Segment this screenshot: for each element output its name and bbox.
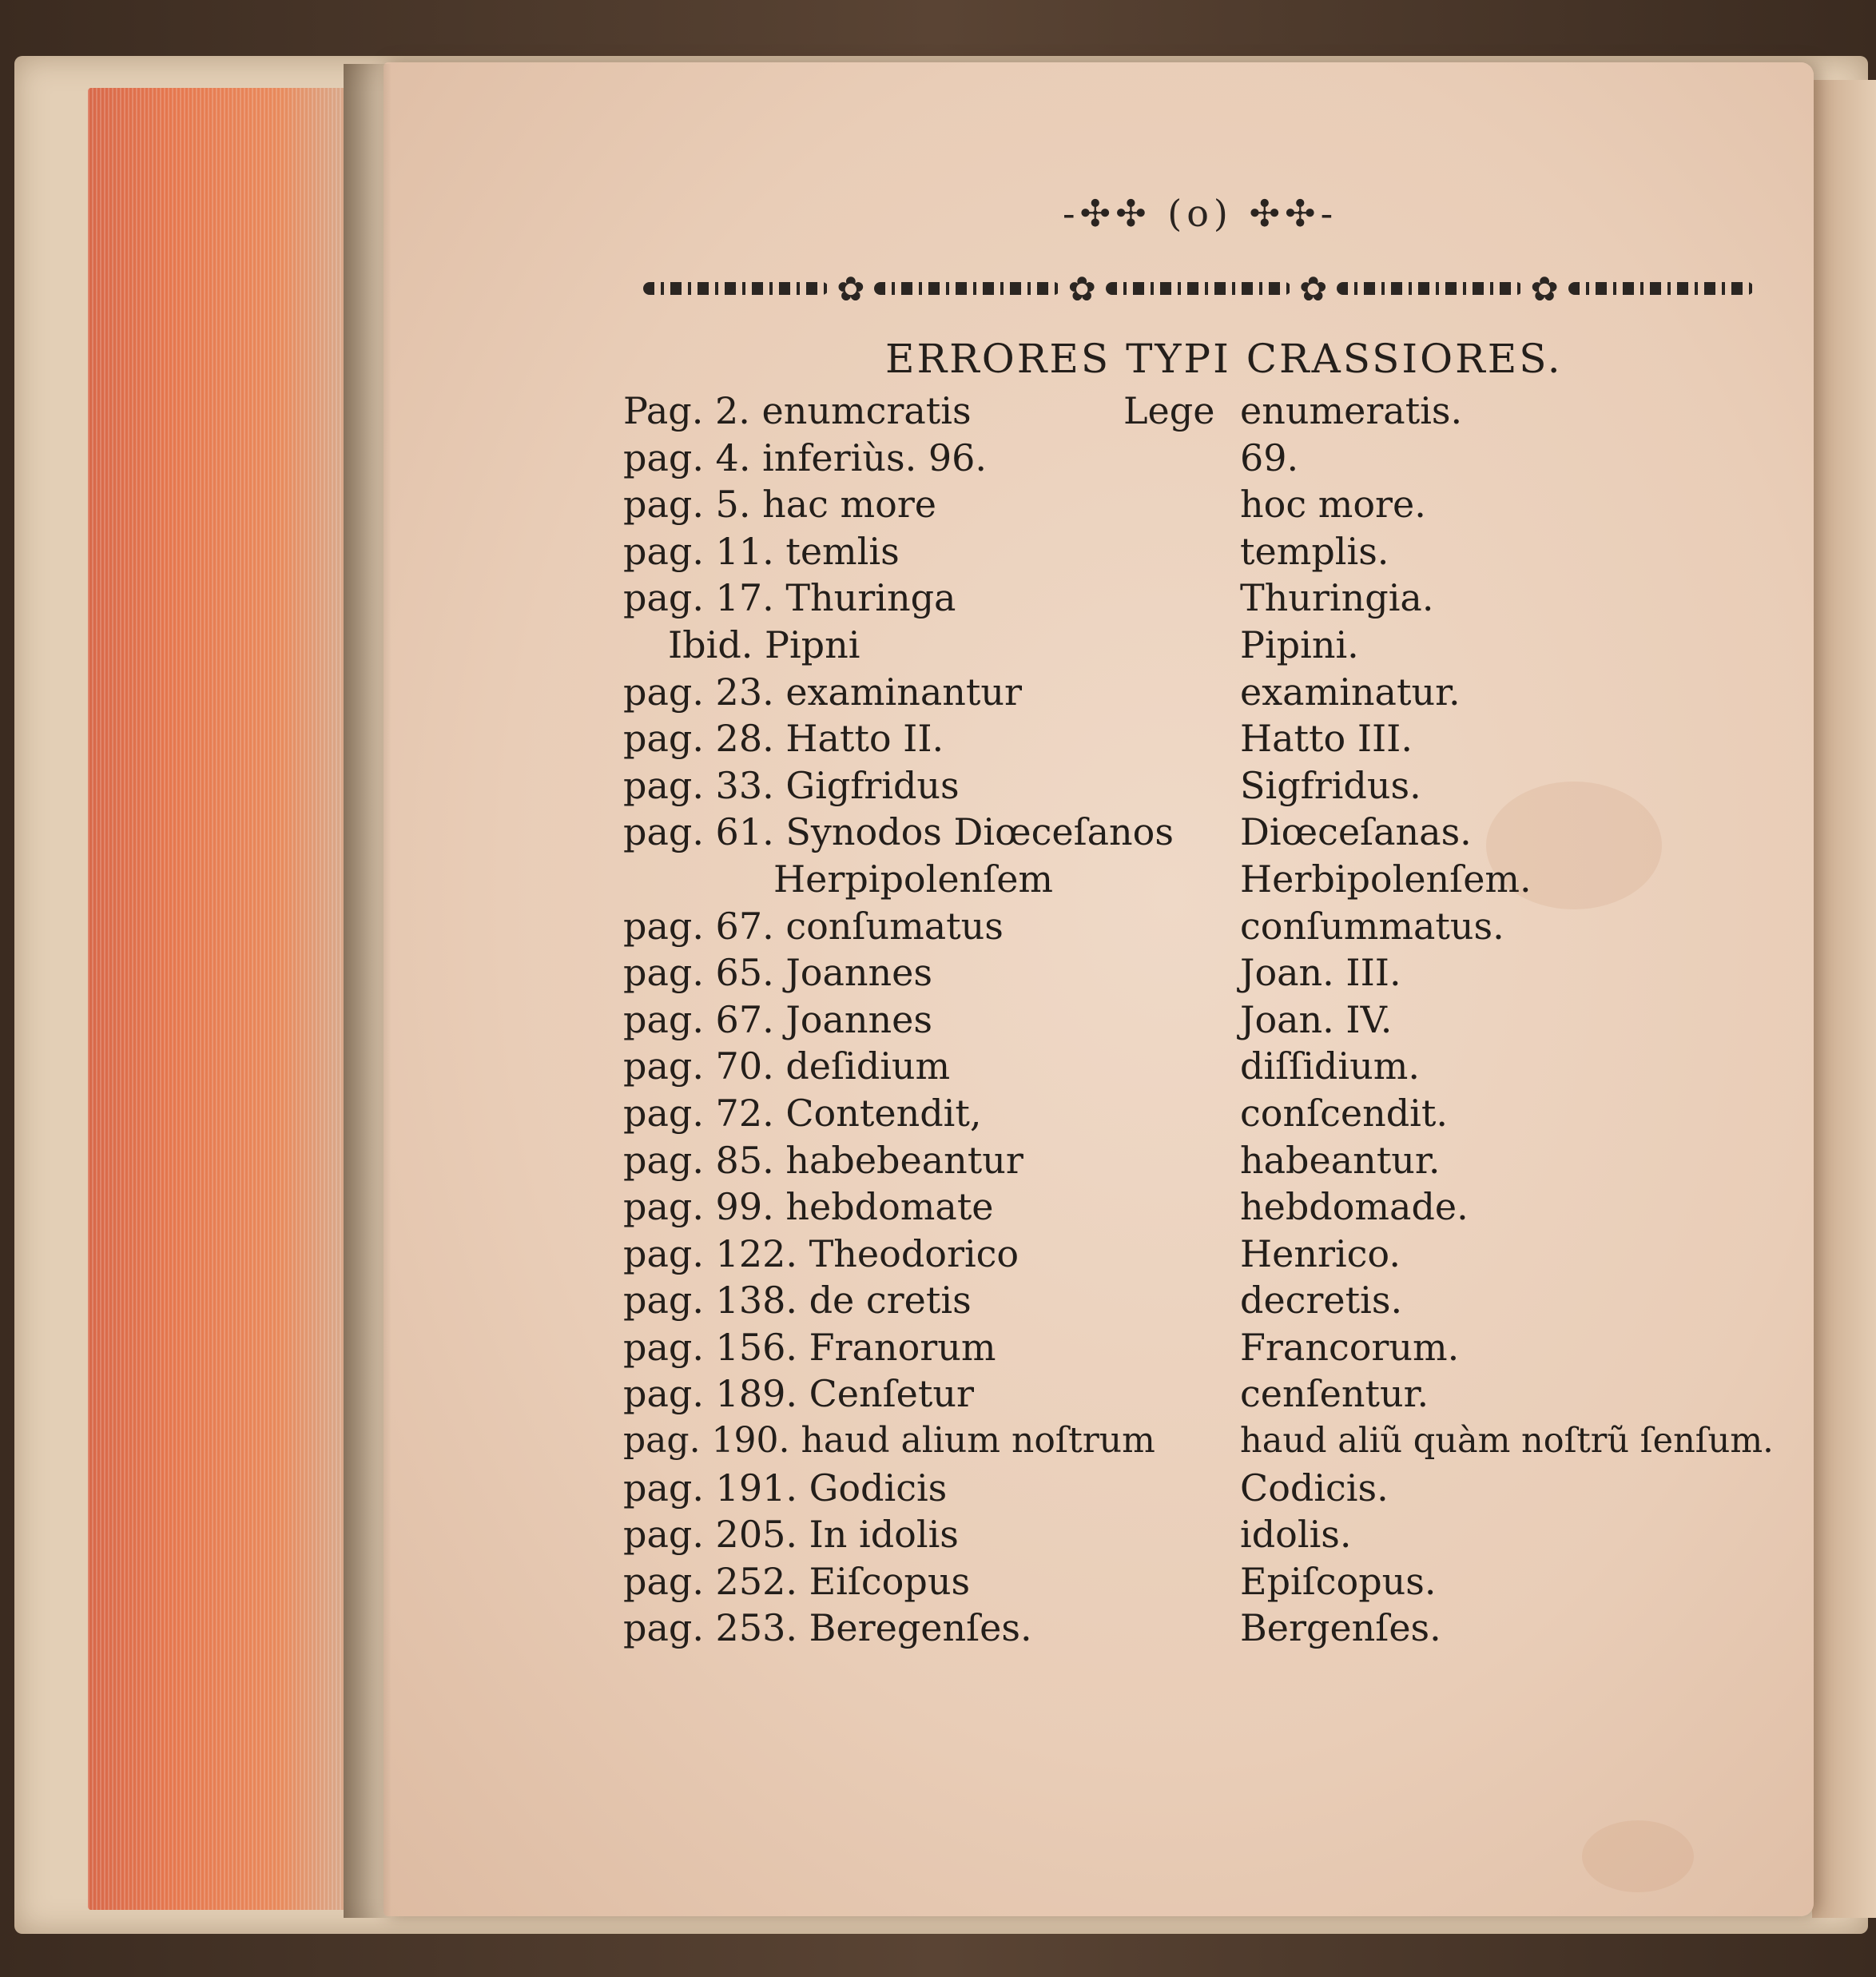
error-text: pag. 23. examinantur <box>623 670 1023 714</box>
correction-text: Joan. III. <box>1240 951 1401 995</box>
ornament-right-icon: ✣✣- <box>1249 192 1338 235</box>
errata-row <box>623 1137 1774 1184</box>
error-text: pag. 65. Joannes <box>623 951 932 995</box>
error-text: pag. 67. Joannes <box>623 997 932 1041</box>
errata-row <box>623 1043 1774 1090</box>
error-text: pag. 138. de cretis <box>623 1279 972 1323</box>
error-text: pag. 156. Franorum <box>623 1325 996 1369</box>
correction-text: hebdomade. <box>1240 1185 1469 1229</box>
correction-text: enumeratis. <box>1240 389 1463 432</box>
ornament-segment <box>643 282 829 295</box>
errata-row <box>623 1324 1774 1371</box>
error-text: pag. 4. inferiùs. 96. <box>623 436 987 479</box>
errata-row <box>623 435 1774 482</box>
errata-row <box>623 481 1774 528</box>
correction-text: habeantur. <box>1240 1138 1441 1182</box>
correction-text: 69. <box>1240 436 1299 479</box>
correction-text: conſcendit. <box>1240 1091 1448 1135</box>
rosette-icon: ✿ <box>1067 269 1098 308</box>
facing-page-edge <box>1812 80 1876 1918</box>
correction-text: Diœceſanas. <box>1240 810 1472 854</box>
error-text: pag. 72. Contendit, <box>623 1091 982 1135</box>
errata-row <box>623 856 1774 903</box>
error-text: Herpipolenſem <box>773 857 1054 901</box>
errata-row <box>623 1605 1774 1652</box>
error-text: pag. 191. Godicis <box>623 1466 948 1510</box>
correction-text: hoc more. <box>1240 483 1426 527</box>
correction-text: Henrico. <box>1240 1231 1401 1275</box>
errata-row <box>623 1465 1774 1512</box>
errata-row <box>623 1183 1774 1231</box>
errata-row <box>623 528 1774 575</box>
errata-row <box>623 575 1774 622</box>
error-text: pag. 85. habebeantur <box>623 1138 1023 1182</box>
errata-row <box>623 1370 1774 1418</box>
correction-text: Pipini. <box>1240 623 1359 666</box>
errata-row <box>623 809 1774 856</box>
correction-text: decretis. <box>1240 1279 1403 1323</box>
correction-text: Thuringia. <box>1240 576 1434 620</box>
errata-row <box>623 762 1774 809</box>
error-text: pag. 189. Cenſetur <box>623 1372 974 1416</box>
correction-text: templis. <box>1240 529 1389 573</box>
error-text: pag. 190. haud alium noſtrum <box>623 1420 1155 1462</box>
correction-text: conſummatus. <box>1240 904 1504 948</box>
error-text: Ibid. Pipni <box>668 623 860 666</box>
errata-row <box>623 996 1774 1044</box>
errata-row <box>623 1511 1774 1558</box>
ornament-segment <box>1337 282 1522 295</box>
spine-shadow <box>344 64 391 1918</box>
error-text: pag. 252. Eiſcopus <box>623 1559 971 1603</box>
error-text: pag. 28. Hatto II. <box>623 717 944 761</box>
page-edges-red <box>88 88 344 1910</box>
errata-row <box>623 388 1774 435</box>
correction-text: Herbipolenſem. <box>1240 857 1532 901</box>
correction-text: idolis. <box>1240 1513 1352 1557</box>
error-text: pag. 61. Synodos Diœceſanos <box>623 810 1174 854</box>
paper-stain <box>1582 1820 1694 1892</box>
errata-row <box>623 622 1774 669</box>
correction-text: Bergenſes. <box>1240 1606 1441 1650</box>
rosette-icon: ✿ <box>1299 269 1329 308</box>
correction-text: diſſidium. <box>1240 1044 1420 1088</box>
page-mark <box>1063 192 1337 240</box>
error-text: pag. 11. temlis <box>623 529 900 573</box>
ornament-segment <box>1568 282 1754 295</box>
errata-list <box>623 388 1774 1652</box>
errata-row <box>623 949 1774 996</box>
error-text: pag. 33. Gigfridus <box>623 763 960 807</box>
correction-text: Codicis. <box>1240 1466 1389 1510</box>
rosette-icon: ✿ <box>837 269 867 308</box>
ornament-segment <box>1106 282 1291 295</box>
error-text: pag. 253. Beregenſes. <box>623 1606 1032 1650</box>
page-mark-text: (o) <box>1167 192 1233 235</box>
correction-text: haud aliũ quàm noſtrũ ſenſum. <box>1240 1421 1774 1462</box>
lege-label: Lege <box>1123 389 1215 432</box>
page-title: ERRORES TYPI CRASSIORES. <box>885 336 1563 382</box>
error-text: pag. 67. conſumatus <box>623 904 1004 948</box>
correction-text: Joan. IV. <box>1240 997 1393 1041</box>
errata-row <box>623 1418 1774 1465</box>
correction-text: cenſentur. <box>1240 1372 1429 1416</box>
errata-row <box>623 903 1774 950</box>
correction-text: Francorum. <box>1240 1325 1460 1369</box>
rosette-icon: ✿ <box>1530 269 1560 308</box>
error-text: pag. 205. In idolis <box>623 1513 959 1557</box>
errata-row <box>623 1558 1774 1605</box>
errata-row <box>623 1231 1774 1278</box>
errata-row <box>623 1277 1774 1324</box>
error-text: pag. 5. hac more <box>623 483 937 527</box>
errata-row <box>623 715 1774 762</box>
correction-text: examinatur. <box>1240 670 1461 714</box>
correction-text: Hatto III. <box>1240 717 1413 761</box>
correction-text: Sigfridus. <box>1240 763 1421 807</box>
error-text: pag. 70. deſidium <box>623 1044 951 1088</box>
error-text: pag. 17. Thuringa <box>623 576 956 620</box>
errata-row <box>623 669 1774 716</box>
correction-text: Epiſcopus. <box>1240 1559 1437 1603</box>
error-text: pag. 122. Theodorico <box>623 1231 1019 1275</box>
decorative-ornament-band <box>635 262 1762 315</box>
error-text: Pag. 2. enumcratis <box>623 389 972 432</box>
error-text: pag. 99. hebdomate <box>623 1185 994 1229</box>
ornament-left-icon: -✣✣ <box>1063 192 1151 235</box>
errata-row <box>623 1090 1774 1137</box>
ornament-segment <box>874 282 1059 295</box>
